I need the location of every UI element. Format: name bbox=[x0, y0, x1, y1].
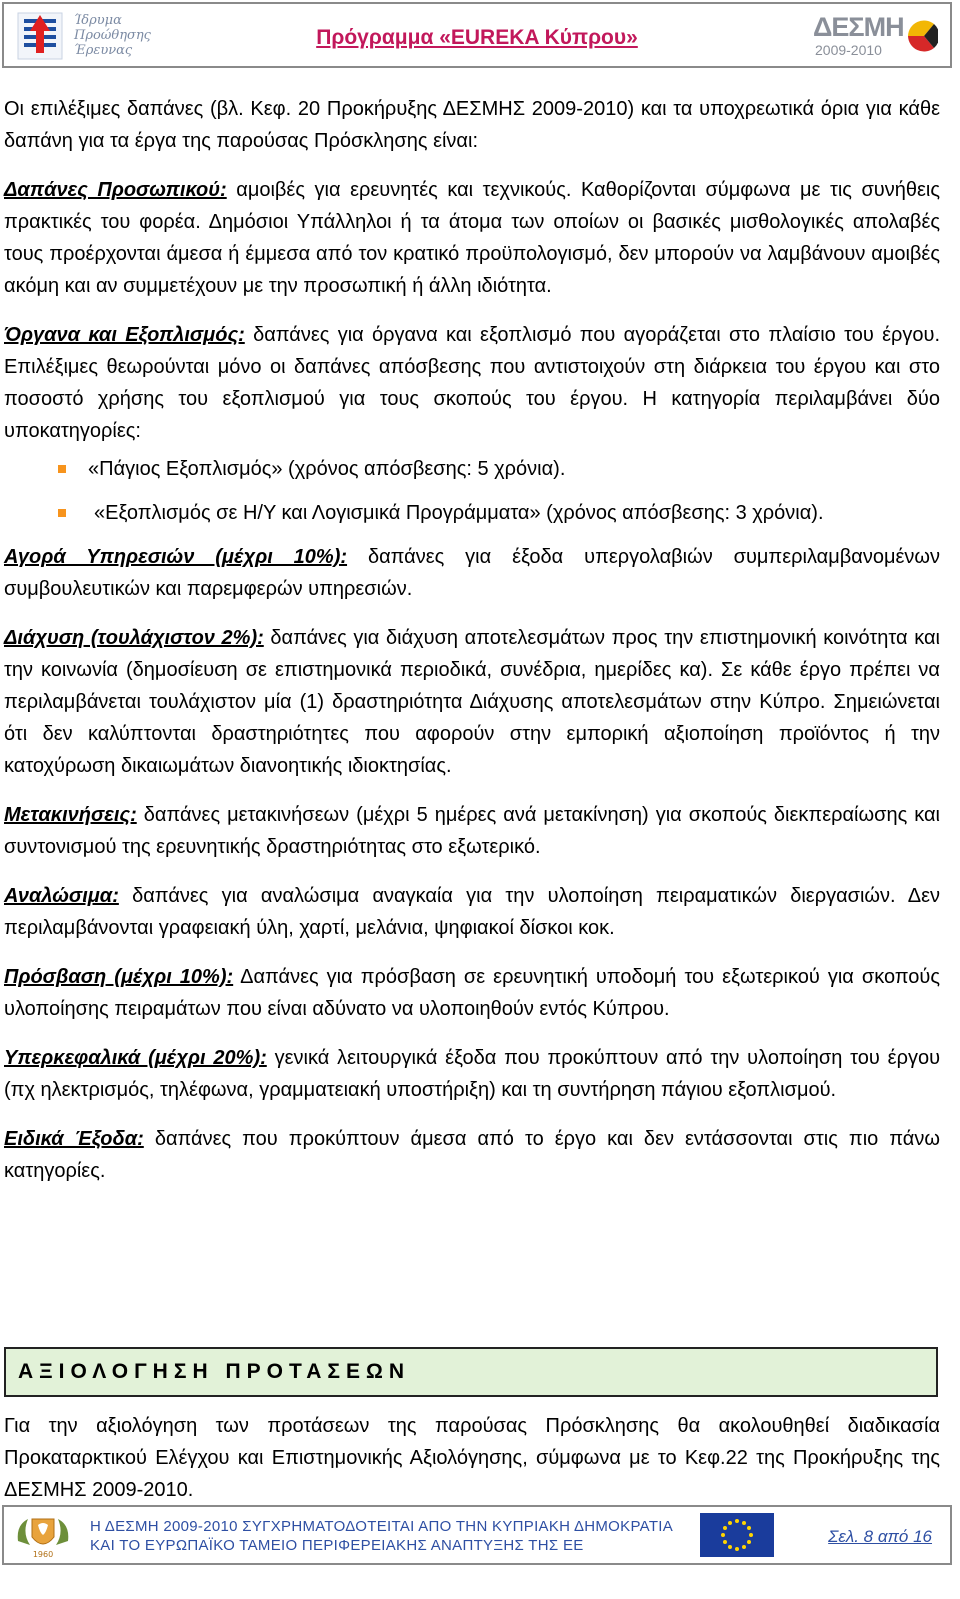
funding-line-2: ΚΑΙ ΤΟ ΕΥΡΩΠΑΪΚΟ ΤΑΜΕΙΟ ΠΕΡΙΦΕΡΕΙΑΚΗΣ ΑΝΑΠΤΥΞΗΣ ΤΗΣ ΕΕ bbox=[90, 1537, 584, 1554]
bullet-square-icon bbox=[58, 509, 66, 517]
cyprus-emblem-icon bbox=[12, 1511, 74, 1561]
section-heading: ΑΞΙΟΛΟΓΗΣΗ ΠΡΟΤΑΣΕΩΝ bbox=[18, 1360, 411, 1383]
cost-term: Μετακινήσεις: bbox=[4, 804, 137, 826]
cost-description: δαπάνες για έξοδα υπεργολαβιών συμπεριλαμβανομένων συμβουλευτικών και παρεμφερών υπηρεσιών. bbox=[4, 546, 940, 600]
list-item bbox=[4, 497, 940, 529]
eu-flag-icon bbox=[700, 1513, 774, 1557]
cost-item-special bbox=[4, 1123, 940, 1187]
cost-description: δαπάνες για διάχυση αποτελεσμάτων προς την επιστημονική κοινότητα και την κοινωνία (δημοσίευση σε επιστημονικά περιοδικά, συνέδρια, ημερίδες κα). Σε κάθε έργο πρέπει να περιλαμβάνεται τουλάχιστον μία (1) δραστηριότητα Διάχυσης αποτελεσμάτων στην Κύπρο. Σημειώνεται ότι δεν καλύπτονται δραστηριότητες που αφορούν στην εμπορική αξιοποίηση προϊόντος ή την κατοχύρωση δικαιωμάτων διανοητικής ιδιοκτησίας. bbox=[4, 627, 940, 777]
cost-term: Αγορά Υπηρεσιών (μέχρι 10%): bbox=[4, 546, 348, 568]
desmi-logo bbox=[813, 10, 938, 62]
funding-notice bbox=[90, 1517, 673, 1555]
page-footer bbox=[2, 1505, 952, 1565]
cost-description: δαπάνες μετακινήσεων (μέχρι 5 ημέρες ανά μετακίνηση) για σκοπούς διεκπεραίωσης και συντονισμού της ερευνητικής δραστηριότητας στο εξωτερικό. bbox=[4, 804, 940, 858]
cost-item-services bbox=[4, 541, 940, 605]
cost-term: Πρόσβαση (μέχρι 10%): bbox=[4, 966, 234, 988]
cost-item-overheads bbox=[4, 1042, 940, 1106]
cost-item-personnel bbox=[4, 174, 940, 302]
page-header bbox=[2, 2, 952, 68]
logo-word-1: Ίδρυμα bbox=[74, 13, 122, 28]
desmi-logo-name: ΔΕΣΜΗ bbox=[813, 12, 904, 42]
cost-description: Δαπάνες για πρόσβαση σε ερευνητική υποδομή του εξωτερικού για σκοπούς υλοποίησης πειραμάτων που είναι αδύνατο να υλοποιηθούν εντός Κύπρου. bbox=[4, 966, 941, 1020]
intro-paragraph: Οι επιλέξιμες δαπάνες (βλ. Κεφ. 20 Προκήρυξης ΔΕΣΜΗΣ 2009-2010) και τα υποχρεωτικά όρια για κάθε δαπάνη για τα έργα της παρούσας Πρόσκλησης είναι: bbox=[4, 98, 940, 152]
svg-text:1960: 1960 bbox=[32, 1550, 54, 1559]
cost-item-access bbox=[4, 961, 940, 1025]
logo-word-2: Προώθησης bbox=[74, 28, 151, 43]
page-number: Σελ. 8 από 16 bbox=[828, 1527, 932, 1546]
cost-term: Ειδικά Έξοδα: bbox=[4, 1128, 144, 1150]
cost-item-equipment bbox=[4, 319, 940, 447]
evaluation-paragraph: Για την αξιολόγηση των προτάσεων της παρούσας Πρόσκλησης θα ακολουθηθεί διαδικασία Προκαταρκτικού Ελέγχου και Επιστημονικής Αξιολόγησης, σύμφωνα με το Κεφ.22 της Προκήρυξης της ΔΕΣΜΗΣ 2009-2010. bbox=[4, 1415, 940, 1501]
cost-description: αμοιβές για ερευνητές και τεχνικούς. Καθορίζονται σύμφωνα με τις συνήθεις πρακτικές του φορέα. Δημόσιοι Υπάλληλοι ή τα άτομα των οποίων οι βασικές μισθολογικές απολαβές τους προέρχονται άμεσα ή έμμεσα από τον κρατικό προϋπολογισμό, δεν μπορούν να λαμβάνουν αμοιβές ακόμη και αν συμμετέχουν με την προσωπική ή άλλη ιδιότητα. bbox=[4, 179, 940, 297]
equipment-subcategories bbox=[4, 453, 940, 529]
cost-description: γενικά λειτουργικά έξοδα που προκύπτουν από την υλοποίηση του έργου (πχ ηλεκτρισμός, τηλέφωνα, γραμματειακή υποστήριξη) και τη συντήρηση πάγιου εξοπλισμού. bbox=[4, 1047, 941, 1101]
cost-term: Αναλώσιμα: bbox=[4, 885, 119, 907]
eligible-costs-section bbox=[4, 93, 940, 1204]
cost-description: δαπάνες για αναλώσιμα αναγκαία για την υλοποίηση πειραματικών διεργασιών. Δεν περιλαμβάνονται γραφειακή ύλη, χαρτί, μελάνια, ψηφιακοί δίσκοι κοκ. bbox=[4, 885, 940, 939]
desmi-swirl-icon bbox=[904, 14, 938, 58]
funding-line-1: Η ΔΕΣΜΗ 2009-2010 ΣΥΓΧΡΗΜΑΤΟΔΟΤΕΙΤΑΙ ΑΠΟ ΤΗΝ ΚΥΠΡΙΑΚΗ ΔΗΜΟΚΡΑΤΙΑ bbox=[90, 1518, 674, 1535]
cost-item-dissemination bbox=[4, 622, 940, 782]
page-title: Πρόγραμμα «EUREKA Κύπρου» bbox=[316, 26, 638, 49]
cost-description: δαπάνες για όργανα και εξοπλισμό που αγοράζεται στο πλαίσιο του έργου. Επιλέξιμες θεωρούνται μόνο οι δαπάνες απόσβεσης που αντιστοιχούν στη διάρκεια του έργου και στο ποσοστό χρήσης του εξοπλισμού για τους σκοπούς του έργου. Η κατηγορία περιλαμβάνει δύο υποκατηγορίες: bbox=[4, 324, 941, 442]
cost-term: Διάχυση (τουλάχιστον 2%): bbox=[4, 627, 264, 649]
cost-term: Δαπάνες Προσωπικού: bbox=[4, 179, 227, 201]
cost-description: δαπάνες που προκύπτουν άμεσα από το έργο και δεν εντάσσονται στις πιο πάνω κατηγορίες. bbox=[4, 1128, 940, 1182]
cost-item-travel bbox=[4, 799, 940, 863]
cost-item-consumables bbox=[4, 880, 940, 944]
bullet-text: «Πάγιος Εξοπλισμός» (χρόνος απόσβεσης: 5 χρόνια). bbox=[88, 458, 566, 480]
bullet-square-icon bbox=[58, 465, 66, 473]
bullet-text: «Εξοπλισμός σε Η/Υ και Λογισμικά Προγράμματα» (χρόνος απόσβεσης: 3 χρόνια). bbox=[94, 502, 824, 524]
cost-term: Όργανα και Εξοπλισμός: bbox=[4, 324, 245, 346]
section-heading-bar bbox=[4, 1347, 938, 1397]
desmi-logo-years: 2009-2010 bbox=[815, 42, 882, 58]
list-item bbox=[4, 453, 940, 485]
logo-word-3: Έρευνας bbox=[74, 43, 133, 58]
cost-term: Υπερκεφαλικά (μέχρι 20%): bbox=[4, 1047, 267, 1069]
